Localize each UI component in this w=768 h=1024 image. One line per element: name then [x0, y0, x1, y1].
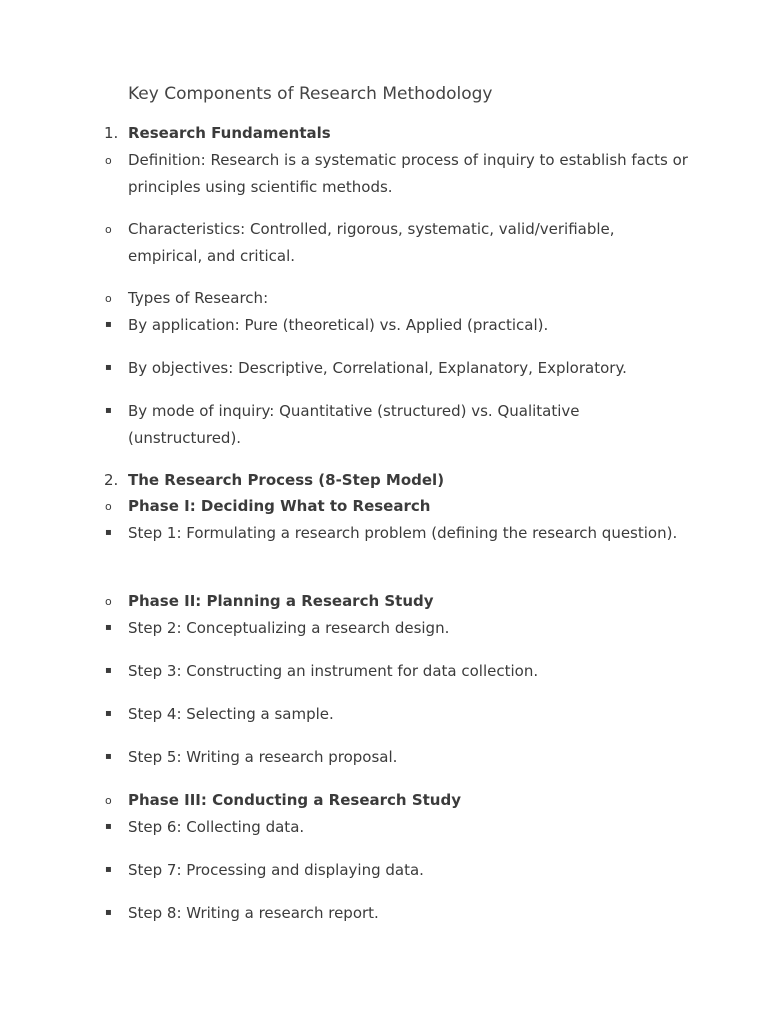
list-item: By application: Pure (theoretical) vs. Applied (practical).	[128, 316, 549, 334]
document-title: Key Components of Research Methodology	[128, 84, 493, 104]
list-item: Step 1: Formulating a research problem (defining the research question).	[128, 524, 678, 542]
circle-bullet: o	[105, 595, 112, 608]
square-bullet: ▪	[105, 527, 112, 538]
list-item: By mode of inquiry: Quantitative (structured) vs. Qualitative (unstructured).	[128, 402, 580, 447]
list-item: Definition: Research is a systematic process of inquiry to establish facts or principles using scientific methods.	[128, 151, 688, 196]
section-number: 1.	[104, 124, 119, 142]
square-bullet: ▪	[105, 821, 112, 832]
list-item: Characteristics: Controlled, rigorous, systematic, valid/verifiable, empirical, and critical.	[128, 220, 615, 265]
square-bullet: ▪	[105, 864, 112, 875]
phase-heading: Phase III: Conducting a Research Study	[128, 791, 461, 809]
square-bullet: ▪	[105, 405, 112, 416]
circle-bullet: o	[105, 794, 112, 807]
phase-heading: Phase I: Deciding What to Research	[128, 497, 431, 515]
list-item: Types of Research:	[128, 289, 269, 307]
section-heading: The Research Process (8-Step Model)	[128, 471, 445, 489]
list-item: Step 7: Processing and displaying data.	[128, 861, 424, 879]
phase-heading: Phase II: Planning a Research Study	[128, 592, 434, 610]
square-bullet: ▪	[105, 319, 112, 330]
list-item: By objectives: Descriptive, Correlational, Explanatory, Exploratory.	[128, 359, 627, 377]
square-bullet: ▪	[105, 622, 112, 633]
circle-bullet: o	[105, 292, 112, 305]
section-heading: Research Fundamentals	[128, 124, 331, 142]
list-item: Step 3: Constructing an instrument for data collection.	[128, 662, 539, 680]
circle-bullet: o	[105, 223, 112, 236]
list-item: Step 8: Writing a research report.	[128, 904, 379, 922]
circle-bullet: o	[105, 500, 112, 513]
square-bullet: ▪	[105, 362, 112, 373]
list-item: Step 4: Selecting a sample.	[128, 705, 334, 723]
list-item: Step 5: Writing a research proposal.	[128, 748, 398, 766]
circle-bullet: o	[105, 154, 112, 167]
square-bullet: ▪	[105, 907, 112, 918]
square-bullet: ▪	[105, 751, 112, 762]
square-bullet: ▪	[105, 708, 112, 719]
list-item: Step 6: Collecting data.	[128, 818, 305, 836]
list-item: Step 2: Conceptualizing a research design.	[128, 619, 450, 637]
section-number: 2.	[104, 471, 119, 489]
square-bullet: ▪	[105, 665, 112, 676]
